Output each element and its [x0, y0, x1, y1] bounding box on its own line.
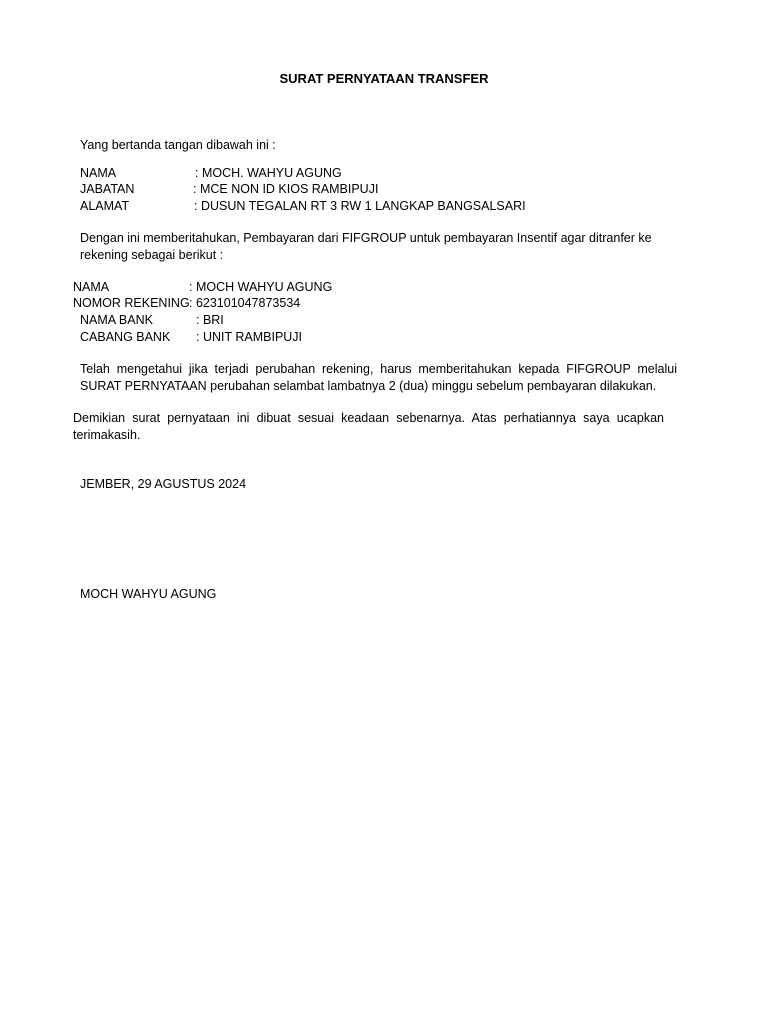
- document-title: SURAT PERNYATAAN TRANSFER: [279, 71, 489, 86]
- signer-name-value: : MOCH. WAHYU AGUNG: [195, 166, 342, 180]
- signer-name-row: [80, 165, 680, 182]
- account-number-row: [73, 295, 673, 312]
- signer-address-row: [80, 198, 680, 215]
- account-branch-value: : UNIT RAMBIPUJI: [196, 330, 303, 344]
- change-notice-paragraph: [80, 361, 677, 394]
- place-date: JEMBER, 29 AGUSTUS 2024: [80, 477, 247, 491]
- account-number-value: : 623101047873534: [189, 296, 301, 310]
- notice-line-1: Dengan ini memberitahukan, Pembayaran dari FIFGROUP untuk pembayaran Insentif agar ditranfer ke: [80, 231, 652, 245]
- closing-paragraph: [73, 410, 664, 443]
- intro-text: Yang bertanda tangan dibawah ini :: [80, 138, 276, 152]
- signer-name-label: NAMA: [80, 166, 117, 180]
- account-number-label: NOMOR REKENING: [73, 296, 190, 310]
- account-bank-value: : BRI: [196, 313, 224, 327]
- closing-line-1: Demikian surat pernyataan ini dibuat sesuai keadaan sebenarnya. Atas perhatiannya saya ucapkan: [73, 411, 664, 425]
- account-name-value: : MOCH WAHYU AGUNG: [189, 280, 333, 294]
- signer-address-value: : DUSUN TEGALAN RT 3 RW 1 LANGKAP BANGSALSARI: [194, 199, 526, 213]
- signer-address-label: ALAMAT: [80, 199, 130, 213]
- closing-line-2: terimakasih.: [73, 427, 141, 442]
- account-bank-row: [80, 312, 680, 329]
- notice-line-2: rekening sebagai berikut :: [80, 247, 224, 262]
- change-notice-line-1: Telah mengetahui jika terjadi perubahan rekening, harus memberitahukan kepada FIFGROUP melalui: [80, 362, 677, 376]
- signer-position-value: : MCE NON ID KIOS RAMBIPUJI: [193, 182, 379, 196]
- notice-paragraph: [80, 230, 670, 263]
- account-name-row: [73, 279, 673, 296]
- account-name-label: NAMA: [73, 280, 110, 294]
- account-branch-label: CABANG BANK: [80, 330, 171, 344]
- signer-position-row: [80, 181, 680, 198]
- signer-position-label: JABATAN: [80, 182, 135, 196]
- change-notice-line-2: SURAT PERNYATAAN perubahan selambat lambatnya 2 (dua) minggu sebelum pembayaran dilakukan.: [80, 378, 657, 393]
- account-branch-row: [80, 329, 680, 346]
- account-bank-label: NAMA BANK: [80, 313, 153, 327]
- signature-name: MOCH WAHYU AGUNG: [80, 587, 217, 601]
